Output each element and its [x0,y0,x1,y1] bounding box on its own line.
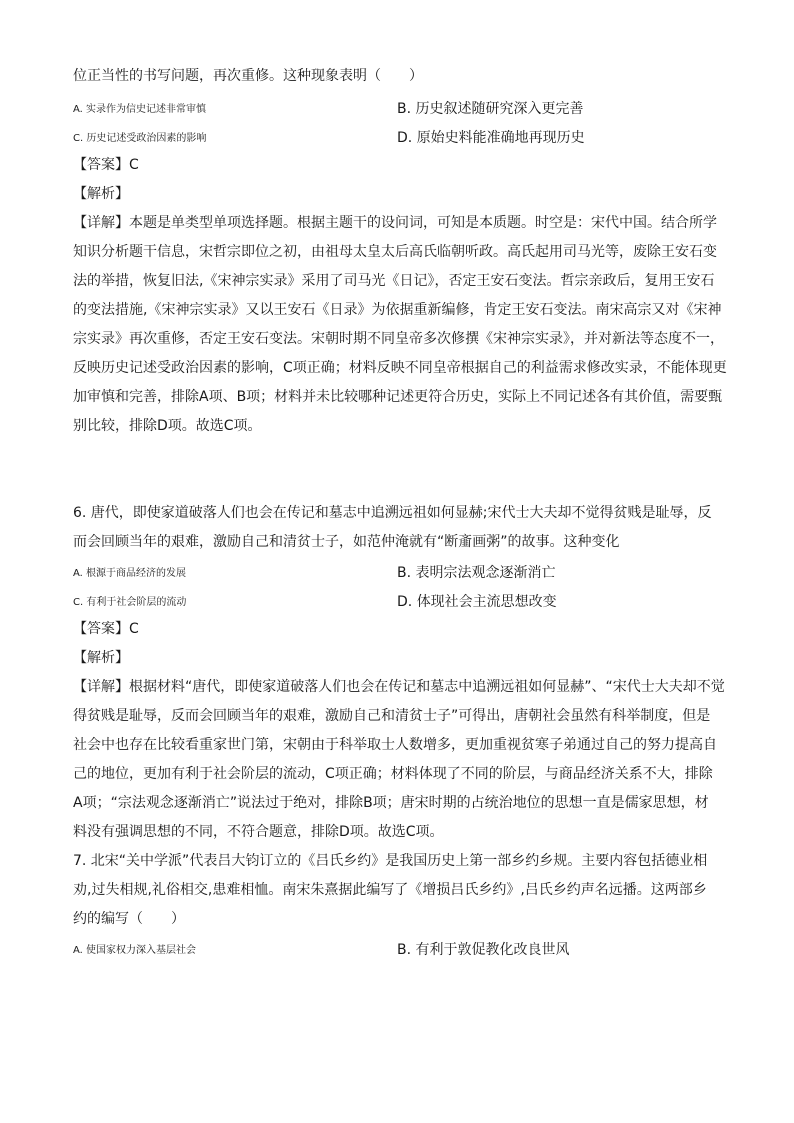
q5-detail-line: 的变法措施,《宋神宗实录》又以王安石《日录》为依据重新编修，肯定王安石变法。南宋高宗又对《宋神 [73,302,722,318]
q5-analysis-label: 【解析】 [73,186,129,202]
q7-option-a[interactable]: A. 使国家权力深入基层社会 [73,945,197,956]
q6-detail-line: 料没有强调思想的不同，不符合题意，排除D项。故选C项。 [73,824,444,840]
q5-options-row-1 [73,93,733,122]
q7-stem-line: 劝,过失相规,礼俗相交,患难相恤。南宋朱熹据此编写了《增损吕氏乡约》,吕氏乡约声名远播。这两部乡 [73,882,707,898]
q6-stem [73,499,733,557]
document-page [73,64,733,963]
q5-option-c[interactable]: C. 历史记述受政治因素的影响 [73,133,207,144]
q6-option-c[interactable]: C. 有利于社会阶层的流动 [73,597,187,608]
q5-detail-line: 别比较，排除D项。故选C项。 [73,418,262,434]
q5-detail-line: 知识分析题干信息，宋哲宗即位之初，由祖母太皇太后高氏临朝听政。高氏起用司马光等，废除王安石变 [73,244,717,260]
q6-detail-line: 己的地位，更加有利于社会阶层的流动，C项正确；材料体现了不同的阶层，与商品经济关系不大，排除 [73,766,713,782]
q7-stem-line: 7. 北宋“关中学派”代表吕大钧订立的《吕氏乡约》是我国历史上第一部乡约乡规。主要内容包括德业相 [73,853,708,869]
q6-options-row-1 [73,557,733,586]
q5-detail-line: 【详解】本题是单类型单项选择题。根据主题干的设问词，可知是本质题。时空是：宋代中国。结合所学 [73,215,717,231]
q5-option-b[interactable]: B. 历史叙述随研究深入更完善 [397,100,584,117]
q5-answer: 【答案】C [73,157,139,173]
q6-detail-line: A项；“宗法观念逐渐消亡”说法过于绝对，排除B项；唐宋时期的占统治地位的思想一直是儒家思想，材 [73,795,709,811]
q6-detail [73,673,733,847]
q6-option-b[interactable]: B. 表明宗法观念逐渐消亡 [397,564,556,581]
q6-option-d[interactable]: D. 体现社会主流思想改变 [397,593,557,610]
q7-stem [73,847,733,934]
q5-detail-line: 加审慎和完善，排除A项、B项；材料并未比较哪种记述更符合历史，实际上不同记述各有其价值，需要甄 [73,389,723,405]
q7-options-row-1 [73,934,733,963]
q7-option-b[interactable]: B. 有利于敦促教化改良世风 [397,941,570,958]
q6-answer: 【答案】C [73,621,139,637]
q6-options-row-2 [73,586,733,615]
q5-option-a[interactable]: A. 实录作为信史记述非常审慎 [73,104,207,115]
section-gap [73,441,733,499]
q5-option-d[interactable]: D. 原始史料能准确地再现历史 [397,129,585,146]
q5-detail-line: 反映历史记述受政治因素的影响，C项正确；材料反映不同皇帝根据自己的利益需求修改实录，不能体现更 [73,360,727,376]
q7-stem-line: 约的编写（ ） [73,911,185,927]
q5-detail-line: 法的举措，恢复旧法,《宋神宗实录》采用了司马光《日记》，否定王安石变法。哲宗亲政后，复用王安石 [73,273,715,289]
q6-stem-line: 6. 唐代，即使家道破落人们也会在传记和墓志中追溯远祖如何显赫;宋代士大夫却不觉得贫贱是耻辱，反 [73,505,712,521]
q6-analysis-label: 【解析】 [73,650,129,666]
q5-stem-text: 位正当性的书写问题，再次重修。这种现象表明（ ） [73,68,423,84]
q5-detail [73,209,733,441]
q5-stem [73,64,733,86]
q5-options-row-2 [73,122,733,151]
q6-option-a[interactable]: A. 根源于商品经济的发展 [73,568,187,579]
q6-detail-line: 社会中也存在比较看重家世门第，宋朝由于科举取士人数增多，更加重视贫寒子弟通过自己的努力提高自 [73,737,717,753]
q6-detail-line: 【详解】根据材料“唐代，即使家道破落人们也会在传记和墓志中追溯远祖如何显赫”、“宋代士大夫却不觉 [73,679,725,695]
q5-detail-line: 宗实录》再次重修，否定王安石变法。宋朝时期不同皇帝多次修撰《宋神宗实录》，并对新法等态度不一， [73,331,724,347]
q6-stem-line: 而会回顾当年的艰难，激励自己和清贫士子，如范仲淹就有“断齑画粥”的故事。这种变化 [73,534,620,550]
q6-detail-line: 得贫贱是耻辱，反而会回顾当年的艰难，激励自己和清贫士子”可得出，唐朝社会虽然有科举制度，但是 [73,708,711,724]
